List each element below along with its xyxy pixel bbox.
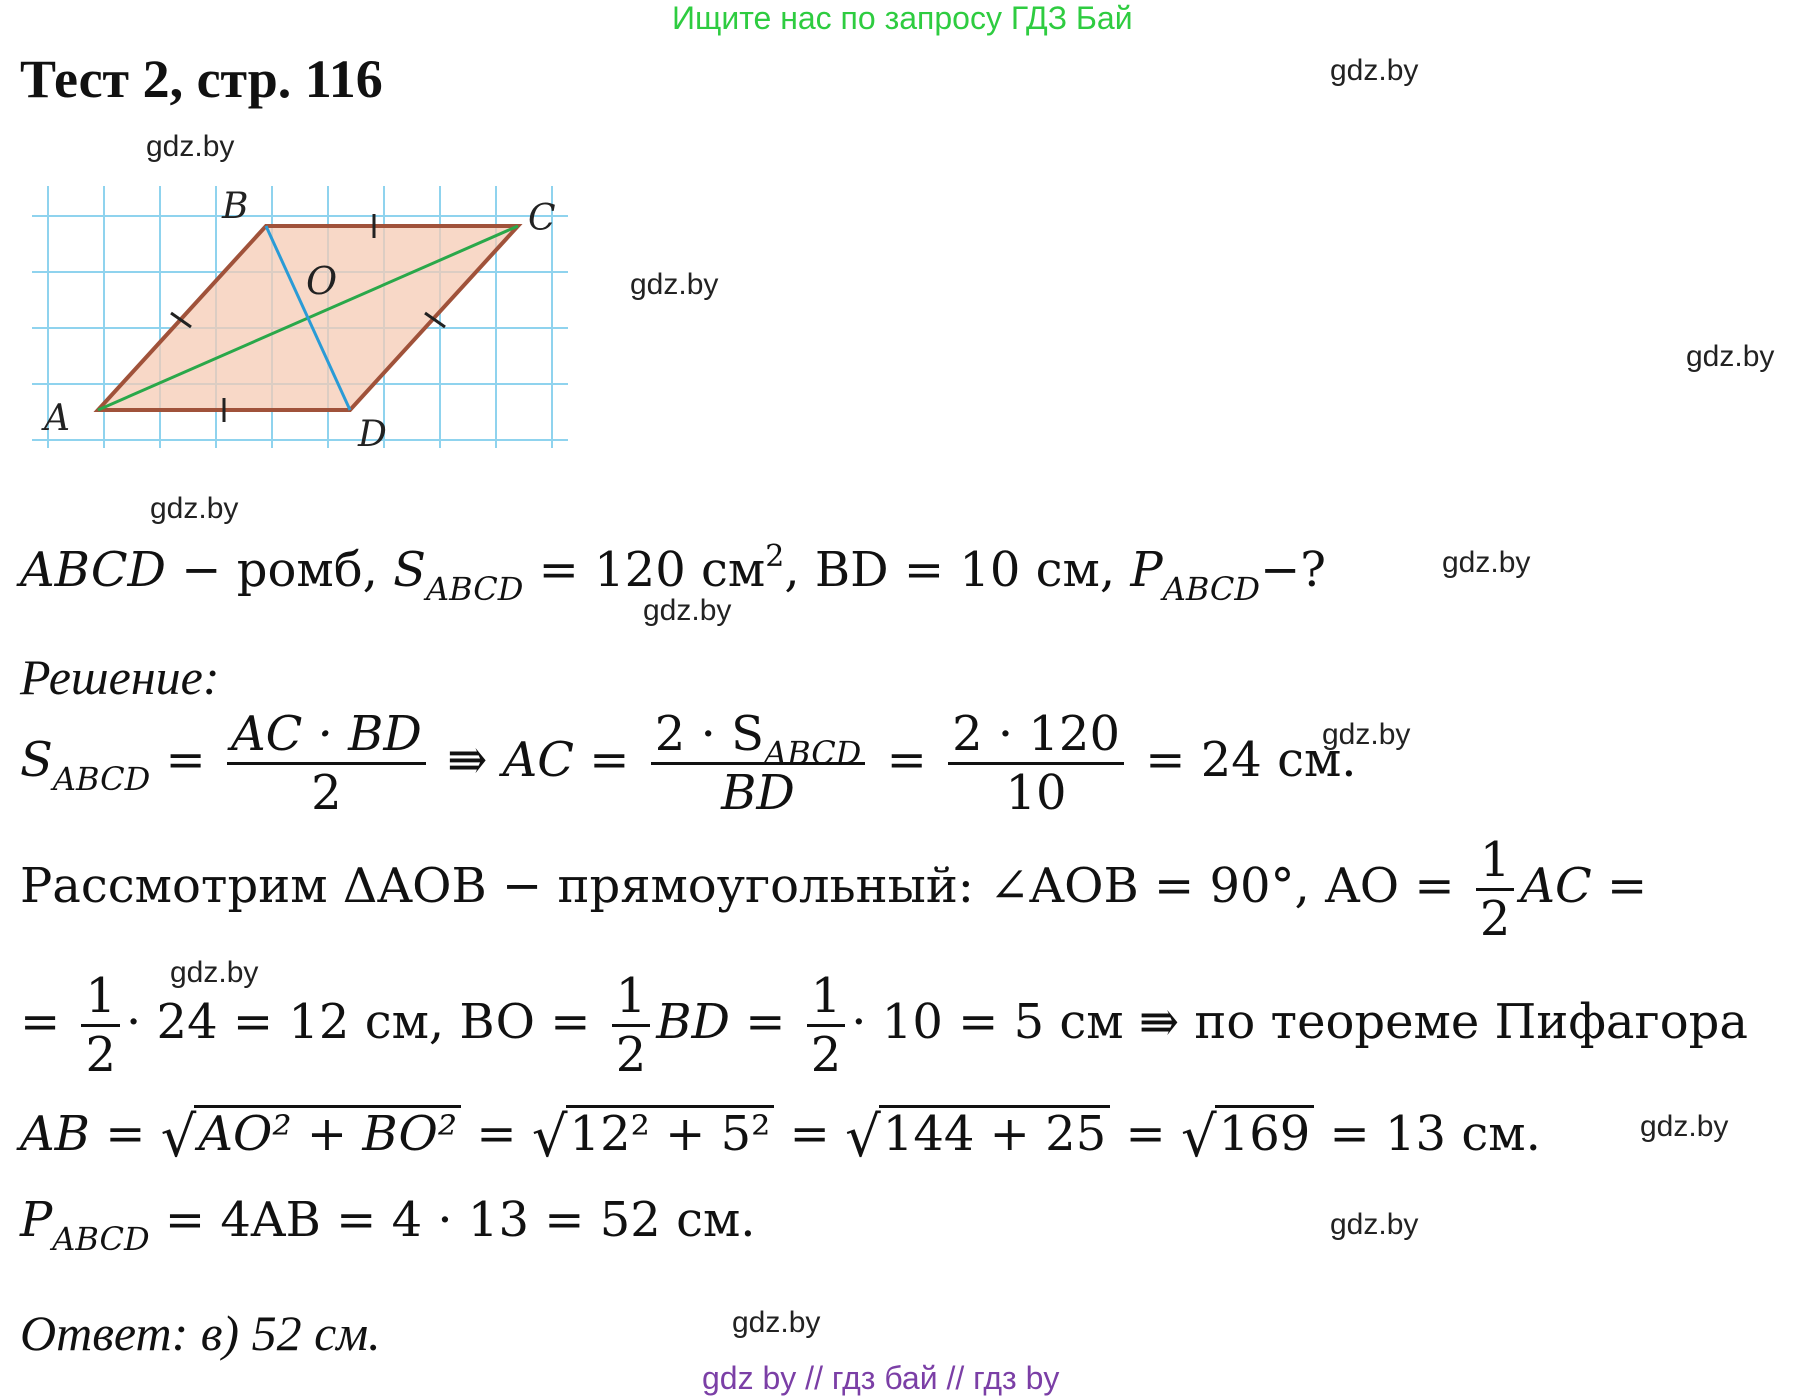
given-p-sub: ABCD [1162,570,1261,608]
given-rhomb: − ромб, [166,542,394,598]
watermark: gdz.by [732,1306,821,1339]
watermark: gdz.by [170,956,259,989]
fraction-numerator: 1 [810,968,842,1024]
vertex-c-label: C [528,198,556,239]
fraction-half [1476,832,1515,947]
sqrt-sign: √ [531,1105,568,1170]
given-s-sub: ABCD [426,570,524,608]
perimeter-result: = 4AB = 4 · 13 = 52 см. [149,1192,756,1248]
given-squared: 2 [765,539,785,574]
given-p: P [1130,542,1163,598]
fraction-numerator [651,706,866,772]
fraction-numerator: 2 · 120 [952,706,1120,762]
watermark: gdz.by [1640,1110,1729,1143]
triangle-text: Рассмотрим ΔAOB − прямоугольный: ∠AOB = 90°, AO = [20,858,1470,914]
fraction-denominator: 2 [81,1024,120,1079]
triangle-tail: AC = [1520,858,1648,914]
vertex-b-label: B [222,186,249,227]
equals: = [774,1106,846,1162]
equals: = [20,994,76,1050]
perimeter-sub: ABCD [52,1220,150,1258]
fraction-denominator: 2 [227,762,426,817]
area-s-sub: ABCD [52,760,151,798]
center-o-label: O [306,259,338,303]
radicand-ao-bo: AO² + BO² [194,1105,461,1158]
fraction-denominator: 10 [948,762,1124,817]
watermark: gdz.by [1330,54,1419,87]
search-banner: Ищите нас по запросу ГДЗ Бай [672,0,1133,36]
ab-result: = 13 см. [1314,1106,1541,1162]
given-statement [20,539,1327,608]
watermark: gdz.by [1686,340,1775,373]
fraction-half [81,968,120,1083]
fraction-240-10 [948,706,1124,821]
ac-result: = 24 см. [1130,732,1357,788]
fraction-half [807,968,846,1083]
equals: = [461,1106,532,1162]
fraction-half [612,968,651,1083]
radicand-144-25: 144 + 25 [879,1105,1110,1158]
given-bd: , BD = 10 см, [784,542,1131,598]
given-abcd: ABCD [20,542,167,598]
bd-term: BD = [656,994,801,1050]
area-formula-line [20,706,1357,821]
numerator-sub: ABCD [763,734,862,772]
pythagoras-line [20,1104,1541,1170]
fraction-denominator: 2 [612,1024,651,1079]
given-s-value: = 120 см [523,542,766,598]
numerator-2s: 2 · S [654,706,764,762]
perimeter-p: P [20,1192,53,1248]
fraction-numerator: 1 [1479,832,1511,888]
footer-links: gdz by // гдз бай // гдз by [702,1360,1060,1396]
ao-value: · 24 = 12 см, BO = [126,994,606,1050]
radicand-12-5: 12² + 5² [566,1105,775,1158]
half-diagonals-line [20,968,1748,1083]
implies-ac: ⇛ AC = [431,732,645,788]
page-title: Тест 2, стр. 116 [20,49,383,109]
watermark: gdz.by [630,268,719,301]
fraction-denominator: BD [651,762,866,817]
watermark: gdz.by [146,130,235,163]
sqrt-sign: √ [160,1105,197,1170]
solution-heading: Решение: [20,649,220,705]
rhombus-figure [28,176,574,452]
fraction-denominator: 2 [1476,888,1515,943]
bo-value-pythagoras: · 10 = 5 см ⇛ по теореме Пифагора [851,994,1748,1050]
equals: = [871,732,943,788]
fraction-ac-bd [227,706,426,821]
fraction-denominator: 2 [807,1024,846,1079]
fraction-numerator: AC · BD [230,706,422,762]
ab-term: AB = [20,1106,161,1162]
watermark: gdz.by [1322,718,1411,751]
fraction-2s-bd [651,706,866,821]
watermark: gdz.by [1330,1208,1419,1241]
sqrt-sign: √ [1180,1105,1217,1170]
watermark: gdz.by [643,594,732,627]
vertex-a-label: A [44,398,70,439]
equals: = [1110,1106,1181,1162]
fraction-numerator: 1 [85,968,117,1024]
watermark: gdz.by [150,492,239,525]
given-s: S [393,542,427,598]
vertex-d-label: D [358,414,387,452]
area-s: S [20,732,53,788]
fraction-numerator: 1 [615,968,647,1024]
equals: = [150,732,221,788]
radicand-169: 169 [1215,1105,1315,1158]
answer: Ответ: в) 52 см. [20,1305,381,1361]
given-question: −? [1260,542,1327,598]
watermark: gdz.by [1442,546,1531,579]
triangle-line [20,832,1648,947]
perimeter-line [20,1192,756,1258]
sqrt-sign: √ [845,1105,881,1170]
